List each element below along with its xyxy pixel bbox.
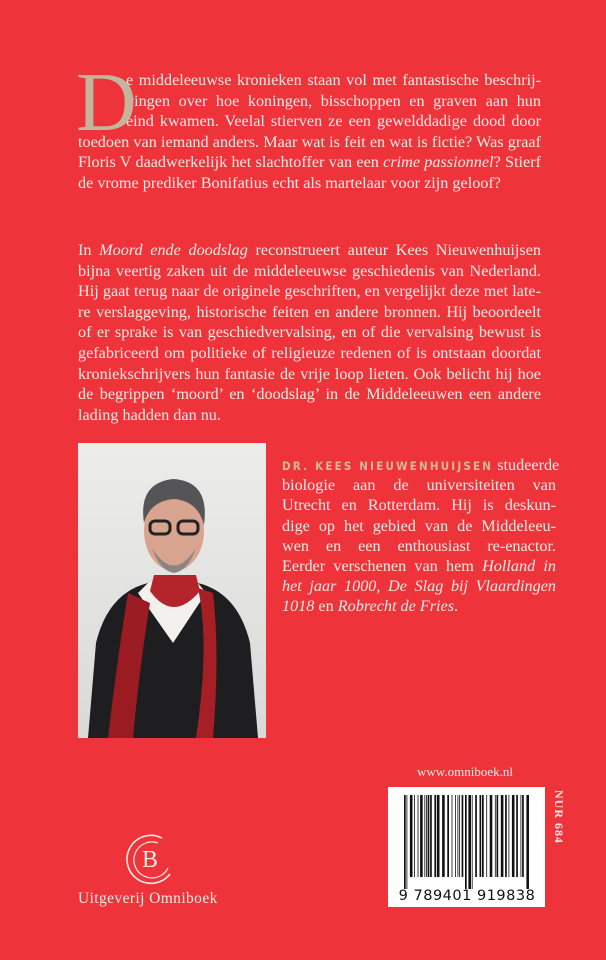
text-segment: dige op het gebied van de Middeleeu- [282, 516, 556, 535]
barcode-bar [522, 795, 524, 877]
text-line [78, 384, 541, 405]
text-line [282, 455, 560, 475]
italic-text: crime passionnel [383, 153, 494, 172]
barcode [388, 787, 545, 907]
text-segment: lading hadden dan nu. [78, 405, 221, 424]
italic-text: Robrecht de Fries [337, 597, 455, 616]
text-line [282, 475, 556, 495]
website-link[interactable]: www.omniboek.nl [417, 764, 513, 779]
nur-code: NUR 684 [552, 790, 566, 844]
text-segment: gefabriceerd om politieke of religieuze redenen of is ontstaan doordat [78, 343, 541, 362]
barcode-bar [414, 795, 415, 877]
text-line [78, 261, 541, 282]
barcode-bar [475, 795, 477, 877]
text-line [78, 152, 541, 173]
text-segment: Eerder verschenen van hem [282, 556, 483, 575]
text-line [282, 536, 556, 556]
text-segment: of er sprake is van geschiedvervalsing, en of die vervalsing bewust is [78, 323, 541, 342]
text-segment: In [78, 241, 100, 259]
text-line [78, 281, 541, 302]
author-bio [282, 455, 560, 617]
barcode-bar [465, 795, 467, 889]
author-photo [78, 443, 266, 738]
text-line [78, 405, 541, 426]
barcode-bar [480, 795, 482, 877]
barcode-bar [495, 795, 496, 877]
barcode-bar [455, 795, 456, 877]
text-segment: de vrome prediker Bonifatius echt als martelaar voor zijn geloof? [78, 173, 501, 192]
barcode-bar [486, 795, 487, 877]
text-segment: Floris V daadwerkelijk het slachtoffer van een [78, 153, 384, 172]
barcode-bar [420, 795, 423, 877]
barcode-bar [462, 795, 464, 877]
italic-text: Moord ende doodslag [99, 241, 248, 259]
text-line [282, 596, 556, 616]
barcode-bar [426, 795, 427, 877]
barcode-bar [501, 795, 504, 877]
barcode-bar [526, 795, 529, 889]
isbn-number: 9 789401 919838 [398, 888, 536, 904]
barcode-bar [428, 795, 430, 877]
barcode-bar [516, 795, 518, 877]
text-line [126, 111, 541, 132]
text-segment: toedoen van iemand anders. Maar wat is feit en wat is fictie? Was graaf [78, 132, 541, 151]
barcode-bar [424, 795, 425, 877]
barcode-bar [490, 795, 493, 877]
drop-cap: D [76, 56, 137, 149]
text-segment: eind kwamen. Veelal stierven ze een gewelddadige dood door [126, 112, 541, 131]
barcode-bar [410, 795, 413, 877]
text-segment: studeerde [493, 456, 560, 474]
text-segment: reconstrueert auteur Kees Nieuwenhuijsen [247, 241, 541, 259]
text-line [78, 343, 541, 364]
text-segment: en [314, 597, 338, 616]
text-line [282, 495, 556, 515]
text-segment: bijna veertig zaken uit de middeleeuwse geschiedenis van Nederland. [78, 261, 541, 280]
barcode-bar [505, 795, 507, 877]
barcode-bar [434, 795, 436, 877]
summary-paragraph [78, 240, 541, 425]
text-segment: wen en een enthousiast re-enactor. [282, 536, 556, 555]
text-line [78, 132, 541, 153]
text-segment: Utrecht en Rotterdam. Hij is deskun- [282, 496, 556, 515]
publisher-name: Uitgeverij Omniboek [78, 890, 218, 907]
barcode-bar [512, 795, 515, 877]
text-segment: vingen over hoe koningen, bisschoppen en graven aan hun [126, 91, 541, 110]
text-line [282, 576, 556, 596]
author-name: DR. KEES NIEUWENHUIJSEN [282, 459, 494, 473]
text-segment: kroniekschrijvers hun fantasie de vrije loop lieten. Ook belicht hij hoe [78, 364, 541, 383]
barcode-bars [402, 795, 532, 889]
text-segment: de begrippen ‘moord’ en ‘doodslag’ in de Middeleeuwen een andere [78, 385, 541, 404]
text-line [126, 70, 541, 91]
barcode-bar [404, 795, 406, 889]
italic-text: het jaar 1000, De Slag bij Vlaardingen [282, 577, 556, 596]
barcode-bar [452, 795, 453, 877]
text-line [78, 322, 541, 343]
text-segment: e middeleeuwse kronieken staan vol met fantastische beschrij- [126, 71, 541, 89]
text-line [282, 516, 556, 536]
intro-paragraph [76, 56, 542, 194]
publisher-logo [122, 830, 178, 886]
text-segment: Hij gaat terug naar de originele geschriften, en vergelijkt deze met late- [78, 282, 541, 301]
italic-text: 1018 [282, 597, 315, 616]
barcode-bar [447, 795, 449, 877]
text-segment: re verslaggeving, historische feiten en andere bronnen. Hij beoordeelt [78, 302, 541, 321]
barcode-bar [482, 795, 484, 877]
barcode-bar [509, 795, 510, 877]
text-segment: biologie aan de universiteiten van [282, 476, 556, 495]
barcode-bar [418, 795, 419, 877]
text-line [78, 240, 541, 261]
italic-text: Holland in [482, 556, 556, 575]
barcode-bar [472, 795, 473, 889]
barcode-bar [458, 795, 459, 877]
barcode-bar [437, 795, 440, 877]
barcode-bar [442, 795, 445, 877]
barcode-bar [468, 795, 471, 889]
barcode-bar [407, 795, 408, 889]
barcode-bar [497, 795, 499, 877]
text-segment: . [454, 597, 459, 616]
text-line [78, 302, 541, 323]
text-line [78, 364, 541, 385]
text-segment: ? Stierf [493, 153, 542, 172]
text-line [78, 173, 541, 194]
text-line [126, 91, 541, 112]
logo-letter: B [141, 847, 159, 873]
text-line [282, 556, 556, 576]
barcode-bar [430, 795, 432, 877]
barcode-bar [459, 795, 460, 877]
barcode-bar [521, 795, 522, 877]
